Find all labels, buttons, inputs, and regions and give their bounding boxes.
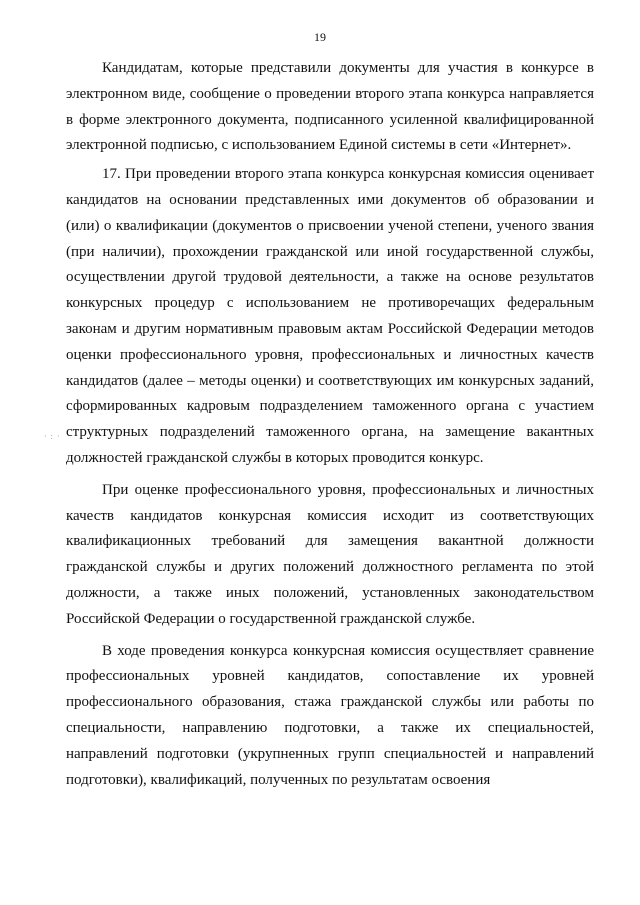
margin-scan-mark: · : · <box>44 432 61 441</box>
document-body <box>66 56 594 793</box>
paragraph-candidate-comparison: В ходе проведения конкурса конкурсная комиссия осуществляет сравнение профессиональных уровней кандидатов, сопоставление их уровней профессионального образования, стажа гражданской службы или работы по специальности, направлению подготовки, а также их специальностей, направлений подготовки (укрупненных групп специальностей и направлений подготовки), квалификаций, полученных по результатам освоения <box>66 642 594 788</box>
page-number: 19 <box>314 30 326 44</box>
paragraph-17-second-stage: 17. При проведении второго этапа конкурса конкурсная комиссия оценивает кандидатов на основании представленных ими документов об образовании и (или) о квалификации (документов о присвоении ученой степени, ученого звания (при наличии), прохождении гражданской или иной государственной службы, осуществлении другой трудовой деятельности, а также на основе результатов конкурсных процедур с использованием не противоречащих федеральным законам и другим нормативным правовым актам Российской Федерации методов оценки профессионального уровня, профессиональных и личностных качеств кандидатов (далее – методы оценки) и соответствующих им конкурсных заданий, сформированных кадровым подразделением таможенного органа с участием структурных подразделений таможенного органа, на замещение вакантных должностей гражданской службы в которых проводится конкурс. <box>66 166 594 466</box>
paragraph-electronic-notification: Кандидатам, которые представили документы для участия в конкурсе в электронном виде, сообщение о проведении второго этапа конкурса направляется в форме электронного документа, подписанного усиленной квалифицированной электронной подписью, с использованием Единой системы в сети «Интернет». <box>66 60 594 154</box>
paragraph-evaluation-criteria: При оценке профессионального уровня, профессиональных и личностных качеств кандидатов конкурсная комиссия исходит из соответствующих квалификационных требований для замещения вакантной должности гражданской службы и других положений должностного регламента по этой должности, а также иных положений, установленных законодательством Российской Федерации о государственной гражданской службе. <box>66 481 594 627</box>
